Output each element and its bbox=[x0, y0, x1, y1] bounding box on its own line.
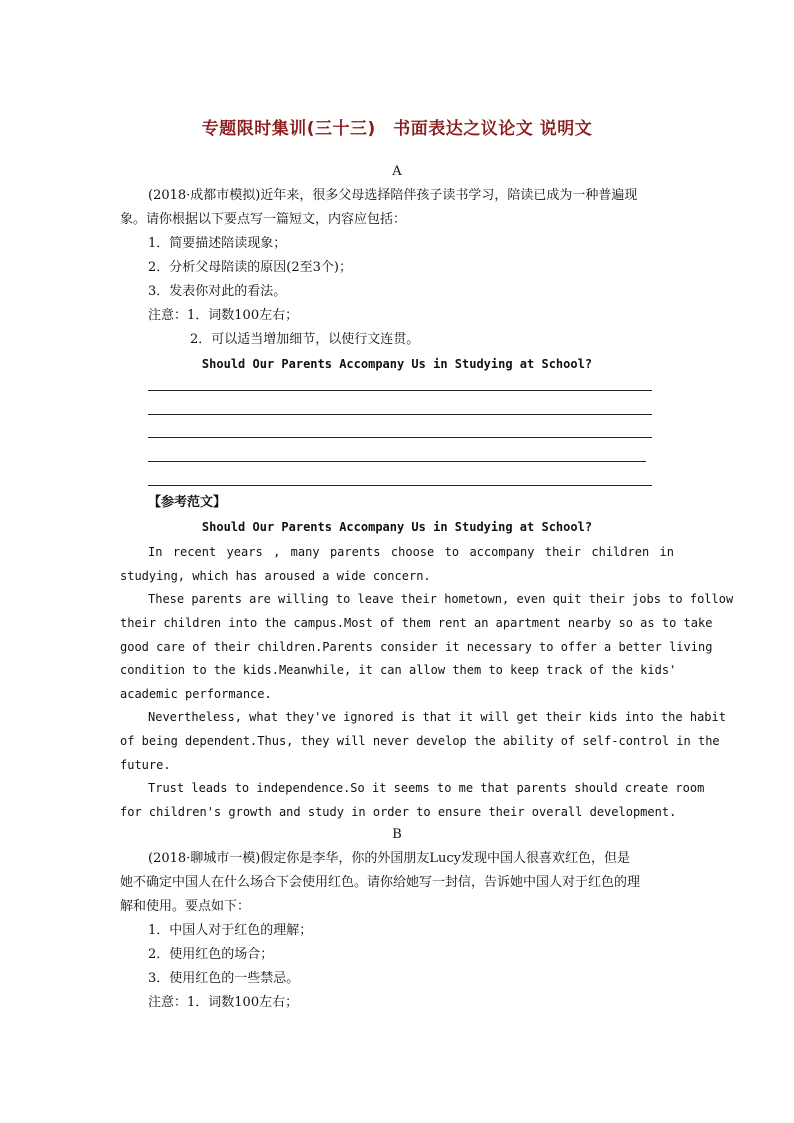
section-a-note-1: 注意：1．词数100左右； bbox=[148, 308, 299, 323]
section-b-label: B bbox=[392, 827, 402, 842]
section-b-point-3: 3．使用红色的一些禁忌。 bbox=[148, 971, 300, 986]
section-b-prompt-line-1: (2018·聊城市一模)假定你是李华，你的外国朋友Lucy发现中国人很喜欢红色，但是 bbox=[148, 851, 630, 866]
essay-line: for children's growth and study in order to ensure their overall development. bbox=[120, 805, 677, 819]
section-a-point-1: 1．简要描述陪读现象； bbox=[148, 236, 287, 251]
essay-line: Trust leads to independence.So it seems to me that parents should create room bbox=[148, 781, 705, 795]
essay-title: Should Our Parents Accompany Us in Studying at School? bbox=[201, 357, 593, 371]
section-a-point-3: 3．发表你对此的看法。 bbox=[148, 284, 287, 299]
section-a-label: A bbox=[392, 164, 402, 179]
essay-line: good care of their children.Parents consider it necessary to offer a better living bbox=[120, 640, 713, 654]
section-a-note-2: 2．可以适当增加细节，以使行文连贯。 bbox=[190, 332, 420, 347]
essay-line: In recent years , many parents choose to accompany their children in bbox=[148, 545, 674, 559]
answer-line-3[interactable] bbox=[148, 437, 652, 438]
section-b-point-2: 2．使用红色的场合； bbox=[148, 947, 274, 962]
section-a-point-2: 2．分析父母陪读的原因(2至3个)； bbox=[148, 260, 352, 275]
answer-line-2[interactable] bbox=[148, 414, 652, 415]
page-title: 专题限时集训(三十三) 书面表达之议论文 说明文 bbox=[201, 119, 593, 139]
section-b-prompt-line-3: 解和使用。要点如下： bbox=[120, 899, 251, 914]
reference-title: Should Our Parents Accompany Us in Studying at School? bbox=[201, 520, 593, 534]
answer-line-4[interactable] bbox=[148, 461, 646, 462]
section-b-note-1: 注意：1．词数100左右； bbox=[148, 995, 299, 1010]
essay-line: studying, which has aroused a wide concern. bbox=[120, 569, 431, 583]
answer-line-1[interactable] bbox=[148, 390, 652, 391]
answer-line-5[interactable] bbox=[148, 485, 652, 486]
section-a-prompt-line-2: 象。请你根据以下要点写一篇短文，内容应包括： bbox=[120, 212, 407, 227]
essay-line: of being dependent.Thus, they will never develop the ability of self-control in the bbox=[120, 734, 720, 748]
section-a-prompt-line-1: (2018·成都市模拟)近年来，很多父母选择陪伴孩子读书学习，陪读已成为一种普遍现 bbox=[148, 188, 638, 203]
essay-line: Nevertheless, what they've ignored is that it will get their kids into the habit bbox=[148, 710, 726, 724]
section-b-point-1: 1．中国人对于红色的理解； bbox=[148, 923, 313, 938]
essay-line: These parents are willing to leave their hometown, even quit their jobs to follow bbox=[148, 592, 734, 606]
essay-line: future. bbox=[120, 758, 171, 772]
section-b-prompt-line-2: 她不确定中国人在什么场合下会使用红色。请你给她写一封信，告诉她中国人对于红色的理 bbox=[120, 875, 641, 890]
reference-label: 【参考范文】 bbox=[148, 495, 227, 510]
essay-line: their children into the campus.Most of them rent an apartment nearby so as to take bbox=[120, 616, 713, 630]
essay-line: condition to the kids.Meanwhile, it can allow them to keep track of the kids' bbox=[120, 663, 677, 677]
essay-line: academic performance. bbox=[120, 687, 272, 701]
